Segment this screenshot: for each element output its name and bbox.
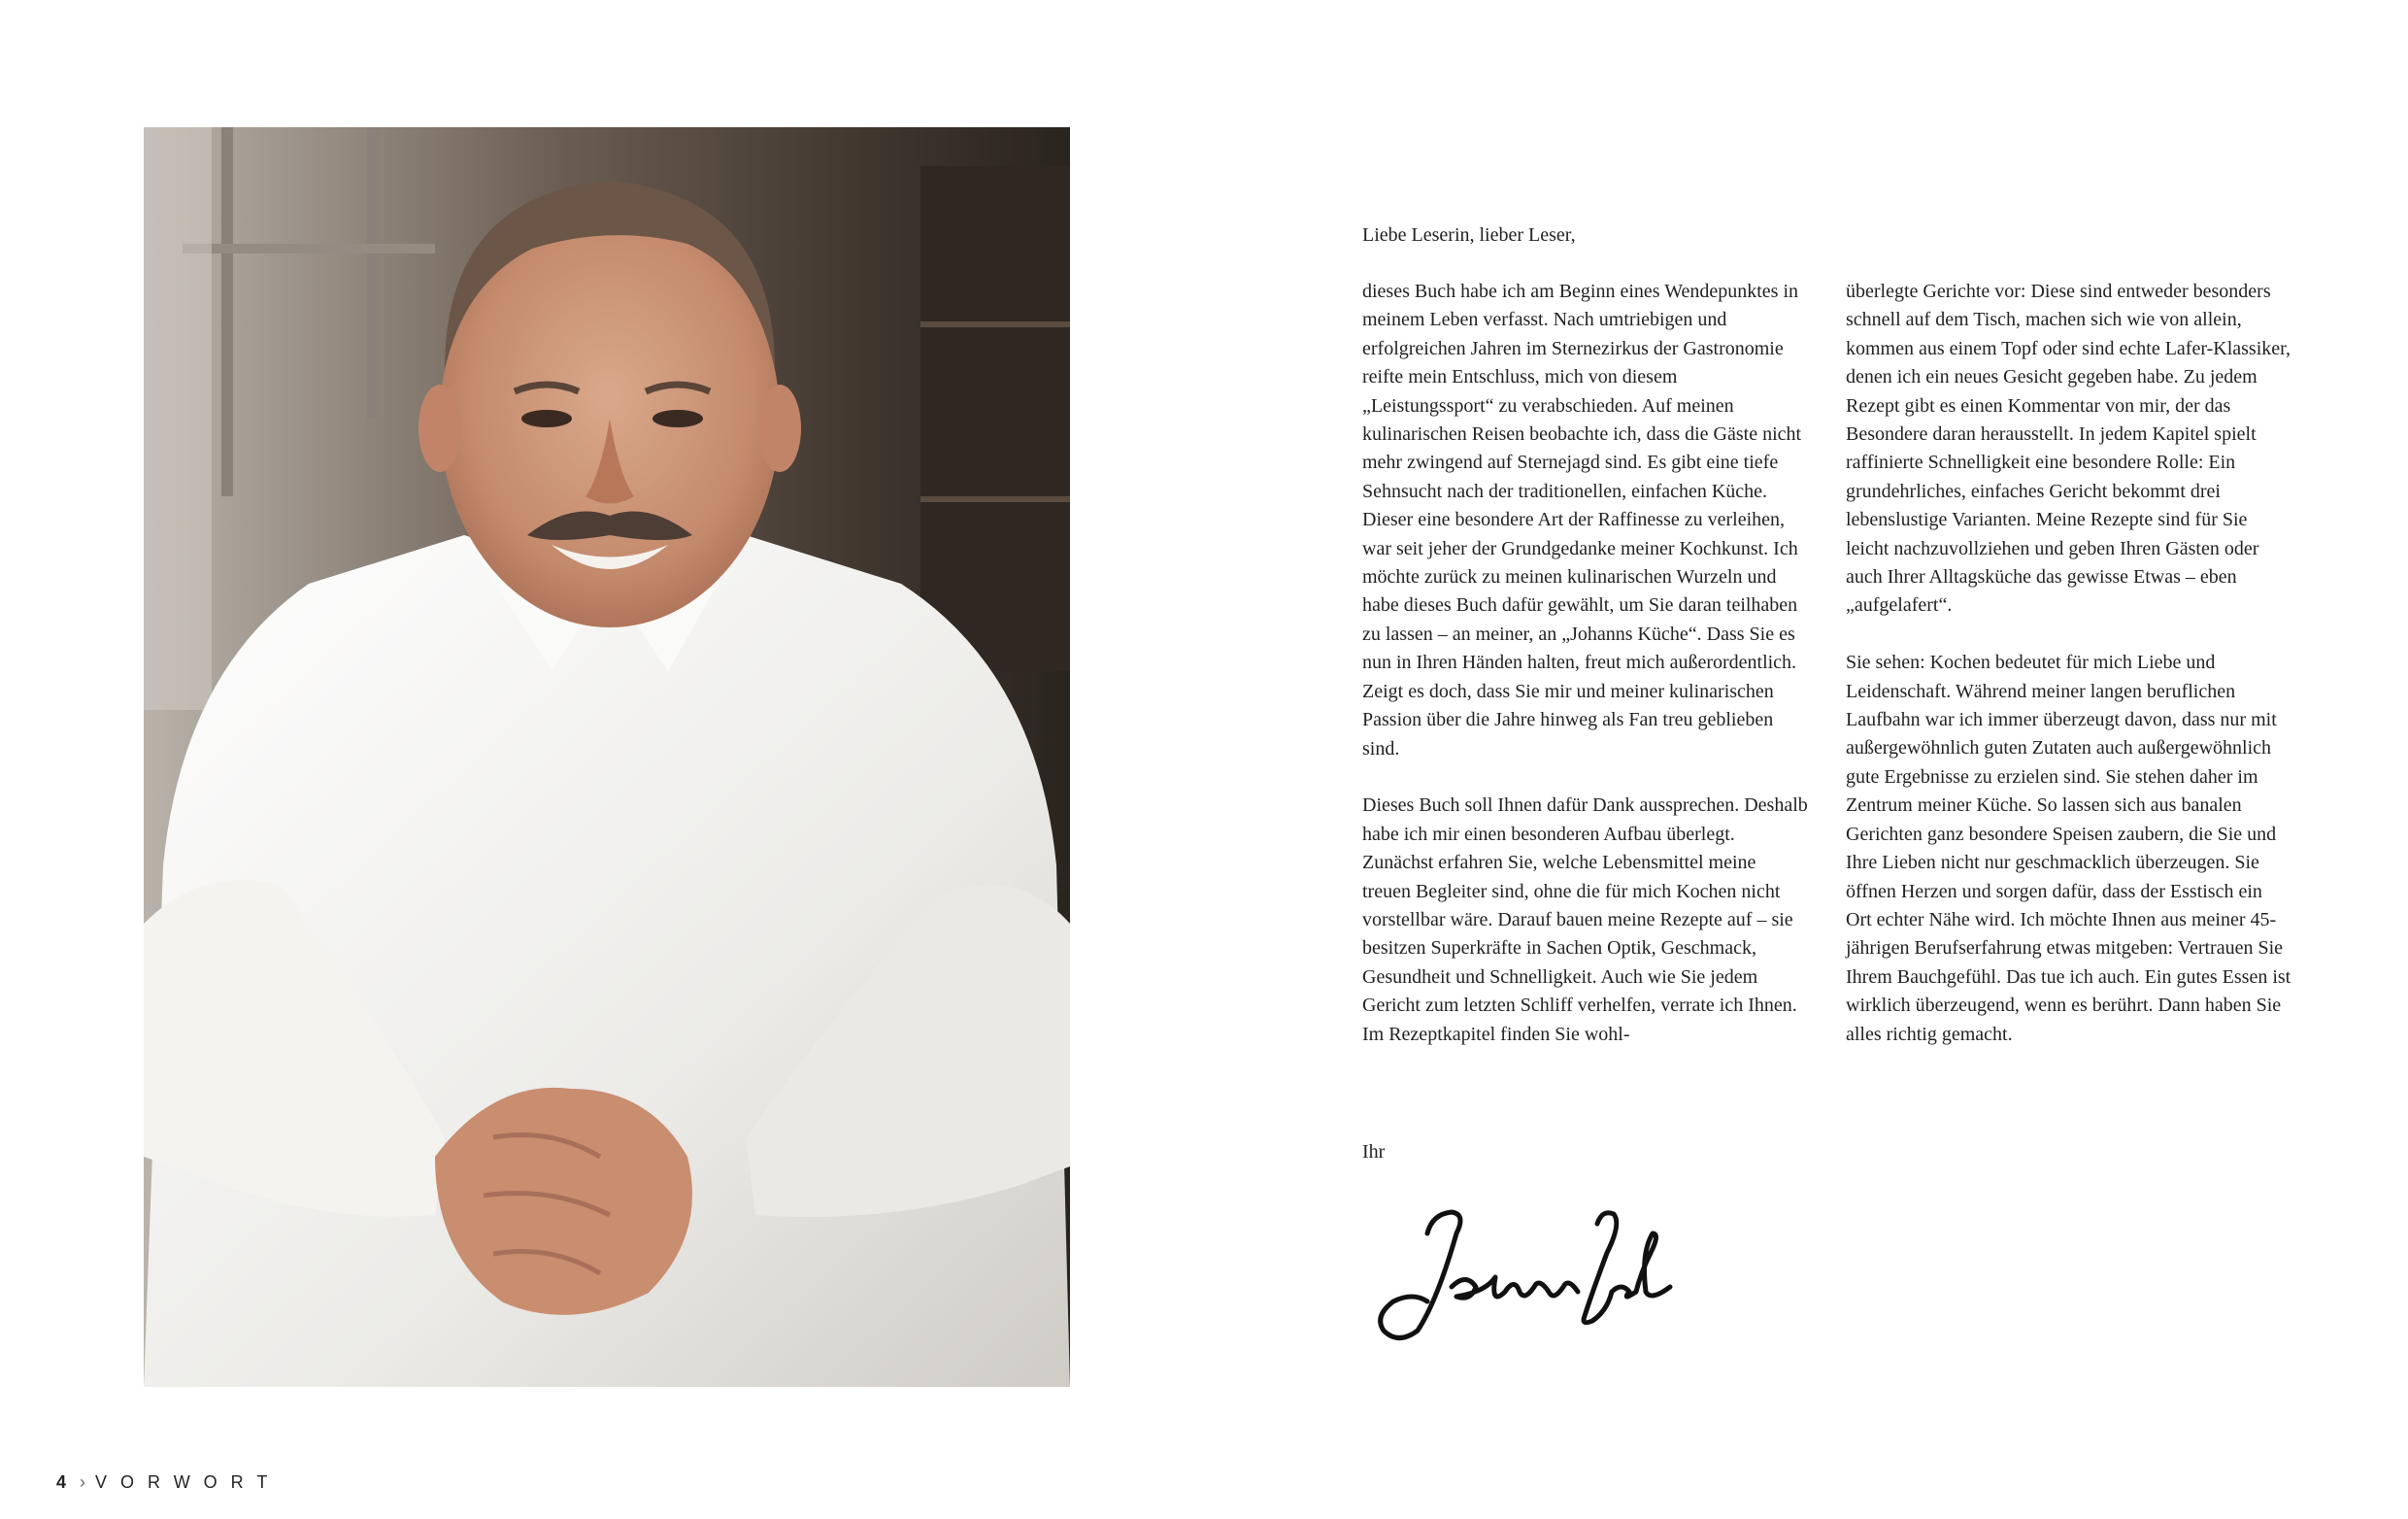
letter-paragraph: Sie sehen: Kochen bedeutet für mich Liebe und Leidenschaft. Während meiner langen beruflichen Laufbahn war ich immer überzeugt davon, dass nur mit außergewöhnlich guten Zutaten auch außergewöhnlich gute Ergebnisse zu erzielen sind. Sie stehen daher im Zentrum meiner Küche. So lassen sich aus banalen Gerichten ganz besondere Speisen zaubern, die Sie und Ihre Lieben nicht nur geschmacklich überzeugen. Sie öffnen Herzen und sorgen dafür, dass der Esstisch ein Ort echter Nähe wird. Ich möchte Ihnen aus meiner 45-jährigen Berufserfahrung etwas mitgeben: Vertrauen Sie Ihrem Bauchgefühl. Das tue ich auch. Ein gutes Essen ist wirklich überzeugend, wenn es berührt. Dann haben Sie alles richtig gemacht. xyxy=(1846,652,2291,1045)
letter-greeting: Liebe Leserin, lieber Leser, xyxy=(1362,224,1576,246)
author-portrait xyxy=(144,127,1070,1387)
letter-paragraph: Dieses Buch soll Ihnen dafür Dank aussprechen. Deshalb habe ich mir einen besonderen Aufbau überlegt. Zunächst erfahren Sie, welche Lebensmittel meine treuen Begleiter sind, ohne die für mich Kochen nicht vorstellbar wäre. Darauf bauen meine Rezepte auf – sie besitzen Superkräfte in Sachen Optik, Geschmack, Gesundheit und Schnelligkeit. Auch wie Sie jedem Gericht zum letzten Schliff verhelfen, verrate ich Ihnen. Im Rezeptkapitel finden Sie wohl- xyxy=(1362,794,1808,1045)
chevron-right-icon: › xyxy=(80,1472,86,1492)
letter-column-right xyxy=(1846,278,2292,1077)
author-portrait-illustration xyxy=(144,127,1070,1387)
signature-drawing xyxy=(1359,1195,1680,1350)
letter-closing: Ihr xyxy=(1362,1141,1386,1163)
page-footer xyxy=(56,1472,281,1493)
letter-paragraph: dieses Buch habe ich am Beginn eines Wendepunktes in meinem Leben verfasst. Nach umtriebigen und erfolgreichen Jahren im Sternezirkus der Gastronomie reifte mein Entschluss, mich von diesem „Leistungssport“ zu verabschieden. Auf meinen kulinarischen Reisen beobachte ich, dass die Gäste nicht mehr zwingend auf Sternejagd sind. Es gibt eine tiefe Sehnsucht nach der traditionellen, einfachen Küche. Dieser eine besondere Art der Raffinesse zu verleihen, war seit jeher der Grundgedanke meiner Kochkunst. Ich möchte zurück zu meinen kulinarischen Wurzeln und habe dieses Buch dafür gewählt, um Sie daran teilhaben zu lassen – an meiner, an „Johanns Küche“. Dass Sie es nun in Ihren Händen halten, freut mich außerordentlich. Zeigt es doch, dass Sie mir und meiner kulinarischen Passion über die Jahre hinweg als Fan treu geblieben sind. xyxy=(1362,281,1802,760)
letter-column-left xyxy=(1362,278,1809,1077)
letter-paragraph: überlegte Gerichte vor: Diese sind entweder besonders schnell auf dem Tisch, machen sich wie von allein, kommen aus einem Topf oder sind echte Lafer-Klassiker, denen ich ein neues Gesicht gegeben habe. Zu jedem Rezept gibt es einen Kommentar von mir, der das Besondere daran herausstellt. In jedem Kapitel spielt raffinierte Schnelligkeit eine besondere Rolle: Ein grundehrliches, einfaches Gericht bekommt drei lebenslustige Varianten. Meine Rezepte sind für Sie leicht nachzuvollziehen und geben Ihren Gästen oder auch Ihrer Alltagsküche das gewisse Etwas – eben „aufgelafert“. xyxy=(1846,281,2291,617)
handwritten-signature xyxy=(1359,1195,1680,1350)
section-title: VORWORT xyxy=(95,1472,282,1492)
page-number: 4 xyxy=(56,1472,67,1492)
